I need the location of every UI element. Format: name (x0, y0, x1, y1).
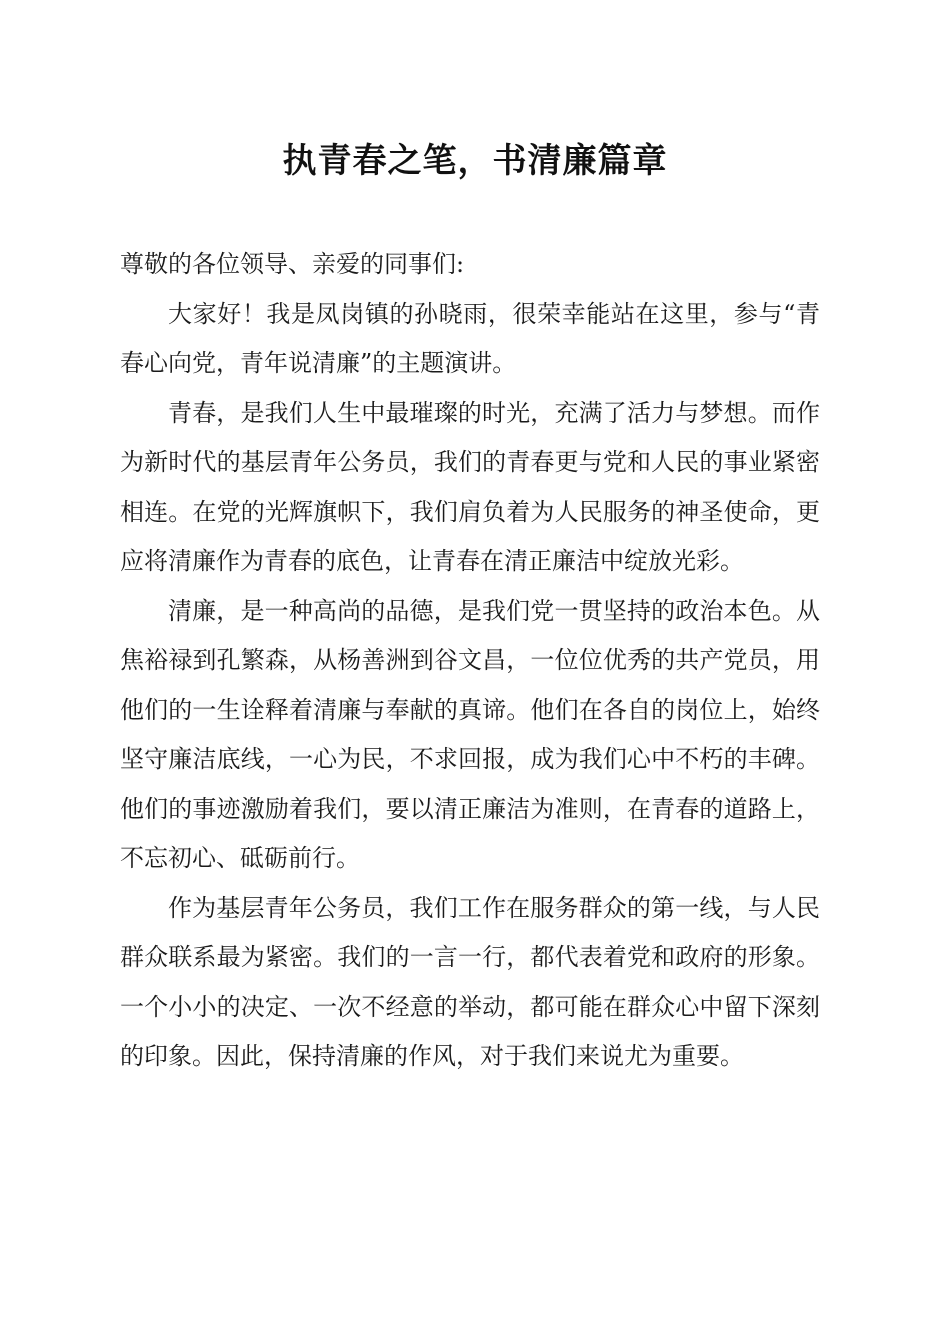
document-body (120, 240, 820, 1082)
salutation: 尊敬的各位领导、亲爱的同事们: (120, 250, 465, 278)
paragraph-3: 清廉，是一种高尚的品德，是我们党一贯坚持的政治本色。从焦裕禄到孔繁森，从杨善洲到谷文昌，一位位优秀的共产党员，用他们的一生诠释着清廉与奉献的真谛。他们在各自的岗位上，始终坚守廉洁底线，一心为民，不求回报，成为我们心中不朽的丰碑。他们的事迹激励着我们，要以清正廉洁为准则，在青春的道路上，不忘初心、砥砺前行。 (120, 596, 820, 872)
paragraph-2: 青春，是我们人生中最璀璨的时光，充满了活力与梦想。而作为新时代的基层青年公务员，我们的青春更与党和人民的事业紧密相连。在党的光辉旗帜下，我们肩负着为人民服务的神圣使命，更应将清廉作为青春的底色，让青春在清正廉洁中绽放光彩。 (120, 398, 820, 575)
document-title: 执青春之笔，书清廉篇章 (282, 141, 668, 181)
paragraph-1: 大家好！我是凤岗镇的孙晓雨，很荣幸能站在这里，参与“青春心向党，青年说清廉”的主题演讲。 (120, 299, 820, 377)
paragraph-4: 作为基层青年公务员，我们工作在服务群众的第一线，与人民群众联系最为紧密。我们的一言一行，都代表着党和政府的形象。一个小小的决定、一次不经意的举动，都可能在群众心中留下深刻的印象。因此，保持清廉的作风，对于我们来说尤为重要。 (120, 893, 820, 1070)
